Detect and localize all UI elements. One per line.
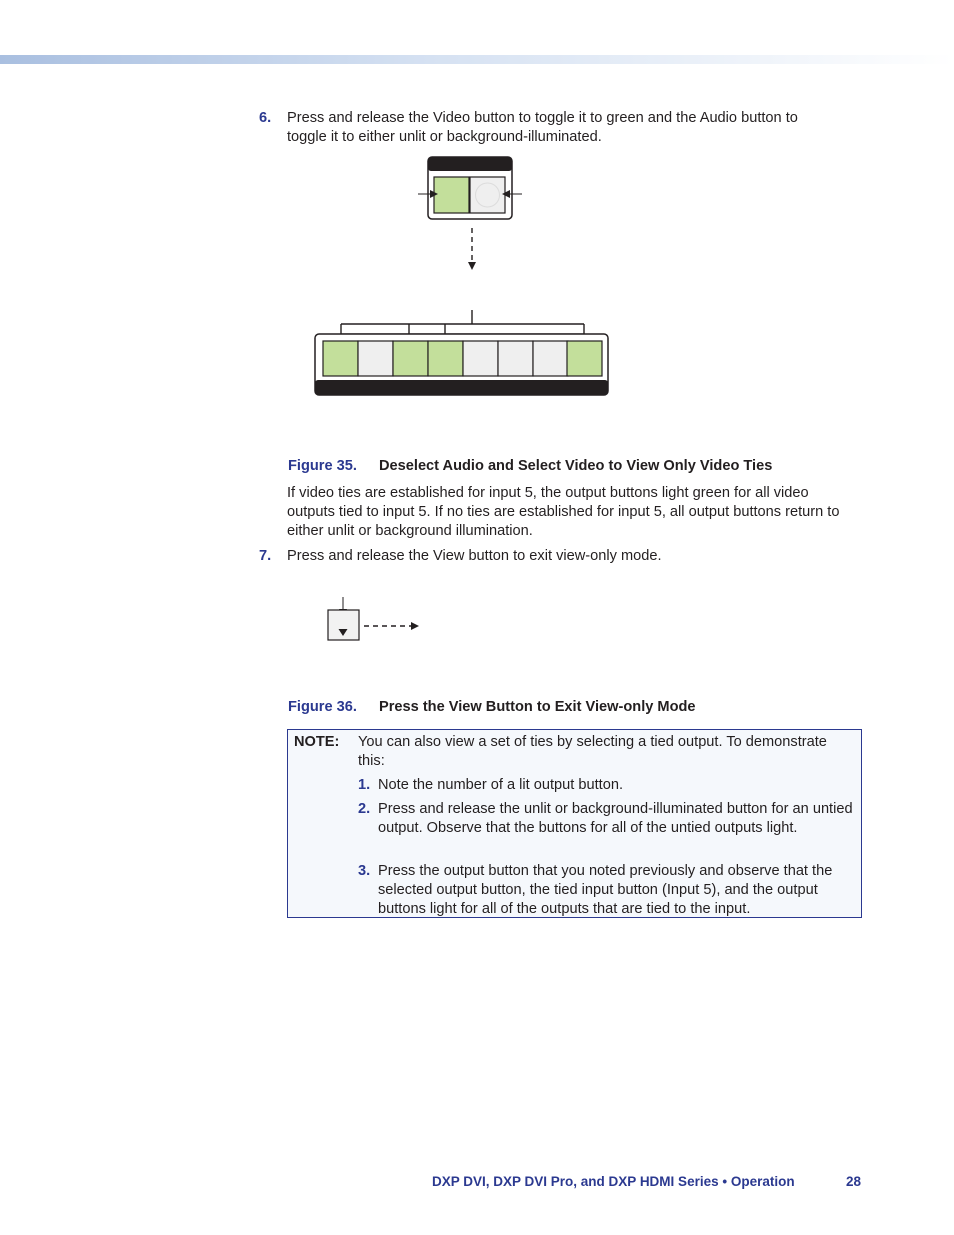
body-paragraph: If video ties are established for input 5, the output buttons light green for all video outputs tied to input 5. If no ties are established for input 5, all output buttons return to either unlit or background illumination.	[287, 485, 840, 539]
step-text: Press and release the View button to exit view-only mode.	[287, 548, 662, 564]
figure-title: Deselect Audio and Select Video to View Only Video Ties	[379, 458, 773, 474]
note-item-text: Press and release the unlit or background-illuminated button for an untied output. Observe that the buttons for all of the untied outputs light.	[378, 801, 853, 836]
note-box	[287, 729, 862, 918]
view-button	[328, 610, 359, 640]
figure-number: Figure 35.	[288, 458, 357, 474]
footer-title: DXP DVI, DXP DVI Pro, and DXP HDMI Series • Operation	[432, 1174, 795, 1189]
step-number: 7.	[259, 548, 272, 564]
note-item-text: Note the number of a lit output button.	[378, 777, 624, 793]
note-item-number: 1.	[358, 777, 371, 793]
step-text: Press and release the Video button to toggle it to green and the Audio button to toggle it to either unlit or background-illuminated.	[287, 110, 798, 145]
figure-36-caption	[288, 698, 696, 717]
note-label: NOTE:	[294, 734, 340, 750]
note-item-number: 2.	[358, 801, 371, 817]
step-number: 6.	[259, 110, 272, 126]
note-intro: You can also view a set of ties by selecting a tied output. To demonstrate this:	[358, 734, 827, 769]
page-number: 28	[846, 1174, 862, 1189]
note-item-number: 3.	[358, 863, 371, 879]
figure-title: Press the View Button to Exit View-only Mode	[379, 699, 696, 715]
note-item-text: Press the output button that you noted previously and observe that the selected output button, the tied input button (Input 5), and the output buttons light for all of the outputs that are tied to the input.	[378, 863, 833, 917]
figure-number: Figure 36.	[288, 699, 357, 715]
